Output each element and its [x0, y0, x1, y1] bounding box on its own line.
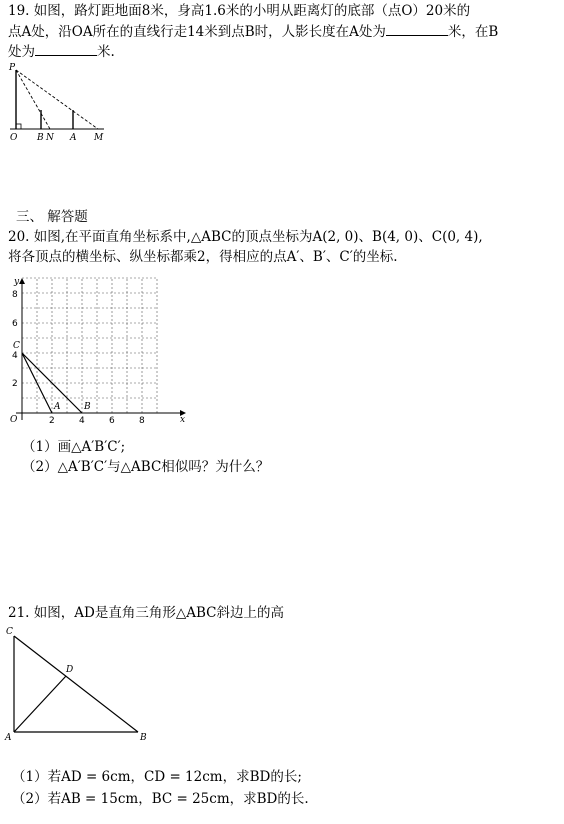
y-tick-2: 2: [12, 379, 18, 389]
point-label-b: B: [84, 402, 91, 412]
q19-blank-a[interactable]: [386, 22, 448, 36]
label-p: P: [9, 63, 16, 73]
q19-figure: [0, 60, 120, 148]
label-a: A: [70, 133, 77, 143]
q19-line2: [8, 22, 498, 41]
x-tick-4: 4: [79, 416, 85, 426]
q19-line3-pre: 处为: [8, 44, 35, 60]
y-axis-label: y: [14, 277, 20, 287]
x-tick-8: 8: [139, 416, 145, 426]
light-ray-to-m: [16, 70, 98, 129]
label-b: B: [140, 733, 147, 743]
q21-figure: [0, 622, 160, 744]
q20-part2: （2）△A′B′C′与△ABC相似吗？为什么？: [22, 459, 270, 475]
right-angle-mark: [16, 124, 21, 129]
label-a: A: [5, 733, 12, 743]
origin-label: O: [10, 415, 18, 425]
label-m: M: [94, 133, 104, 143]
altitude-ad: [14, 676, 66, 732]
y-tick-6: 6: [12, 319, 18, 329]
point-label-a: A: [54, 402, 61, 412]
y-tick-8: 8: [12, 290, 18, 300]
q19-line3-post: 米.: [97, 44, 115, 60]
section-title: 三、 解答题: [16, 209, 88, 225]
q20-part1: （1）画△A′B′C′;: [22, 439, 126, 455]
y-tick-4: 4: [12, 351, 18, 361]
q19-line2-post: 米，在B: [447, 24, 499, 40]
label-o: O: [10, 133, 18, 143]
q19-line2-pre: 点A处，沿OA所在的直线行走14米到点B时，人影长度在A处为: [8, 24, 386, 40]
x-tick-2: 2: [49, 416, 55, 426]
q20-line2: 将各顶点的横坐标、纵坐标都乘2，得相应的点A′、B′、C′的坐标.: [8, 249, 398, 265]
light-ray-to-n: [16, 70, 50, 129]
point-label-c: C: [13, 341, 20, 351]
x-tick-6: 6: [109, 416, 115, 426]
y-axis-arrow: [19, 278, 25, 284]
label-d: D: [66, 665, 74, 675]
q19-blank-b[interactable]: [35, 42, 97, 56]
x-axis-label: x: [180, 415, 186, 425]
q21-part2: （2）若AB = 15cm，BC = 25cm，求BD的长.: [12, 791, 309, 807]
q19-line3: [8, 42, 115, 61]
hypotenuse-cb: [14, 636, 138, 732]
label-b: B: [37, 133, 44, 143]
q21-part1: （1）若AD = 6cm，CD = 12cm，求BD的长;: [12, 769, 302, 785]
label-n: N: [46, 133, 54, 143]
label-c: C: [6, 627, 13, 637]
q19-line1: 19. 如图，路灯距地面8米，身高1.6米的小明从距离灯的底部（点O）20米的: [8, 3, 471, 19]
q20-line1: 20. 如图,在平面直角坐标系中,△ABC的顶点坐标为A(2, 0)、B(4, 0)、C(0, 4),: [8, 229, 483, 245]
q21-line1: 21. 如图，AD是直角三角形△ABC斜边上的高: [8, 605, 284, 621]
q20-coordinate-grid: [0, 270, 200, 430]
